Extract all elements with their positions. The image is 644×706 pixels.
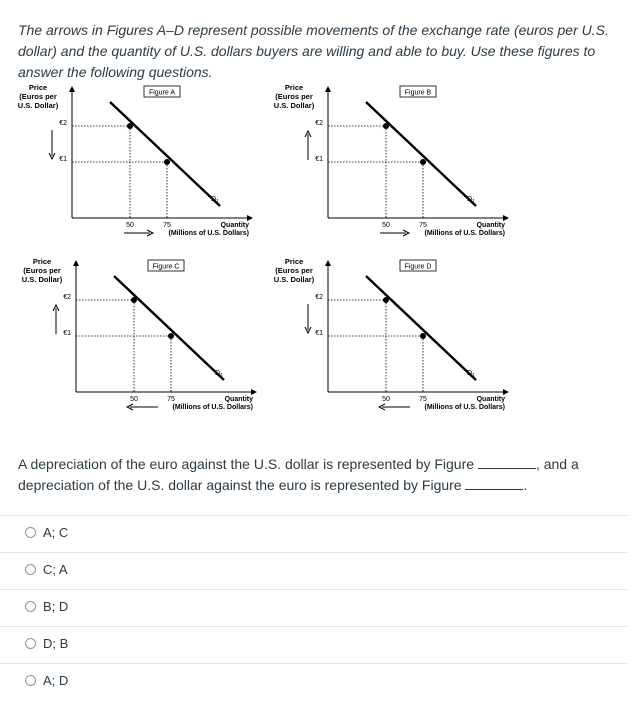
answer-options (0, 515, 628, 700)
curve-subscript: 1 (216, 199, 219, 205)
radio-button[interactable] (25, 675, 36, 686)
figure-title: Figure B (404, 89, 432, 97)
y-tick-label: €2 (315, 120, 323, 127)
x-axis-label: Quantity (476, 396, 505, 403)
equilibrium-point (168, 333, 174, 339)
curve-subscript: 1 (472, 199, 475, 205)
x-axis-label: (Millions of U.S. Dollars) (424, 230, 505, 237)
y-axis-label: (Euros per (23, 266, 61, 275)
y-axis-label: U.S. Dollar) (273, 275, 315, 284)
demand-curve (110, 102, 220, 206)
x-axis-arrow-icon (247, 215, 253, 221)
y-tick-label: €1 (63, 330, 71, 337)
x-axis-label: Quantity (476, 222, 505, 229)
curve-subscript: 1 (472, 373, 475, 379)
y-axis-arrow-icon (325, 86, 331, 92)
curve-label: $D_1$ (467, 370, 475, 379)
radio-button[interactable] (25, 601, 36, 612)
y-axis-arrow-icon (69, 86, 75, 92)
option-label: A; C (43, 525, 69, 540)
answer-blank-1 (478, 457, 536, 469)
curve-label: $D_1$ (211, 196, 219, 205)
equilibrium-point (127, 123, 133, 129)
x-tick-label: 75 (419, 396, 427, 403)
question-intro: The arrows in Figures A–D represent possible movements of the exchange rate (euros per U.S. dollar) and the quantity of U.S. dollars buyers are willing and able to buy. Use these figures to answer the following questions. (18, 22, 609, 80)
figure-title: Figure A (148, 89, 176, 97)
x-axis-label: (Millions of U.S. Dollars) (424, 404, 505, 411)
x-tick-label: 75 (419, 222, 427, 229)
option-label: C; A (43, 562, 68, 577)
radio-button[interactable] (25, 564, 36, 575)
figure-d (270, 256, 570, 426)
question-text (18, 454, 630, 496)
demand-curve (366, 102, 476, 206)
option-5[interactable] (0, 663, 628, 700)
option-3[interactable] (0, 589, 628, 626)
equilibrium-point (383, 123, 389, 129)
figure-title: Figure D (404, 263, 432, 271)
x-tick-label: 75 (167, 396, 175, 403)
x-tick-label: 50 (382, 222, 390, 229)
y-axis-label: U.S. Dollar) (273, 101, 315, 110)
y-tick-label: €1 (315, 330, 323, 337)
y-axis-label: (Euros per (275, 266, 313, 275)
y-axis-arrow-icon (73, 260, 79, 266)
option-label: B; D (43, 599, 69, 614)
figure-b (270, 82, 570, 252)
figure-a (14, 82, 314, 252)
y-axis-label: Price (284, 257, 304, 266)
x-axis-label: (Millions of U.S. Dollars) (172, 404, 253, 411)
x-axis-label: Quantity (224, 396, 253, 403)
question-part1: A depreciation of the euro against the U.S. dollar is represented by Figure (18, 456, 475, 472)
question-part2: , and a depreciation of the U.S. dollar against the euro is represented by Figure (18, 456, 579, 493)
radio-button[interactable] (25, 638, 36, 649)
option-1[interactable] (0, 515, 628, 552)
figure-graph (14, 82, 314, 252)
option-2[interactable] (0, 552, 628, 589)
x-tick-label: 50 (130, 396, 138, 403)
figure-graph (270, 82, 570, 252)
curve-label: $D_1$ (215, 370, 223, 379)
y-tick-label: €2 (63, 294, 71, 301)
figure-title: Figure C (152, 263, 180, 271)
y-axis-label: Price (32, 257, 52, 266)
x-tick-label: 50 (126, 222, 134, 229)
y-axis-label: U.S. Dollar) (17, 101, 59, 110)
y-tick-label: €1 (315, 156, 323, 163)
x-axis-label: Quantity (220, 222, 249, 229)
demand-curve (114, 276, 224, 380)
option-label: A; D (43, 673, 69, 688)
y-tick-label: €2 (59, 120, 67, 127)
y-axis-label: Price (284, 83, 304, 92)
y-tick-label: €2 (315, 294, 323, 301)
y-tick-label: €1 (59, 156, 67, 163)
curve-label: $D_1$ (467, 196, 475, 205)
x-axis-arrow-icon (503, 215, 509, 221)
radio-button[interactable] (25, 527, 36, 538)
x-axis-label: (Millions of U.S. Dollars) (168, 230, 249, 237)
x-axis-arrow-icon (503, 389, 509, 395)
equilibrium-point (383, 297, 389, 303)
option-label: D; B (43, 636, 69, 651)
y-axis-label: (Euros per (19, 92, 57, 101)
equilibrium-point (420, 333, 426, 339)
x-tick-label: 50 (382, 396, 390, 403)
y-axis-label: Price (28, 83, 48, 92)
curve-subscript: 1 (220, 373, 223, 379)
question-part3: . (523, 477, 528, 493)
equilibrium-point (131, 297, 137, 303)
equilibrium-point (164, 159, 170, 165)
y-axis-label: (Euros per (275, 92, 313, 101)
x-tick-label: 75 (163, 222, 171, 229)
y-axis-arrow-icon (325, 260, 331, 266)
x-axis-arrow-icon (251, 389, 257, 395)
figure-graph (270, 256, 570, 426)
answer-blank-2 (465, 478, 523, 490)
option-4[interactable] (0, 626, 628, 663)
demand-curve (366, 276, 476, 380)
y-axis-label: U.S. Dollar) (21, 275, 63, 284)
equilibrium-point (420, 159, 426, 165)
